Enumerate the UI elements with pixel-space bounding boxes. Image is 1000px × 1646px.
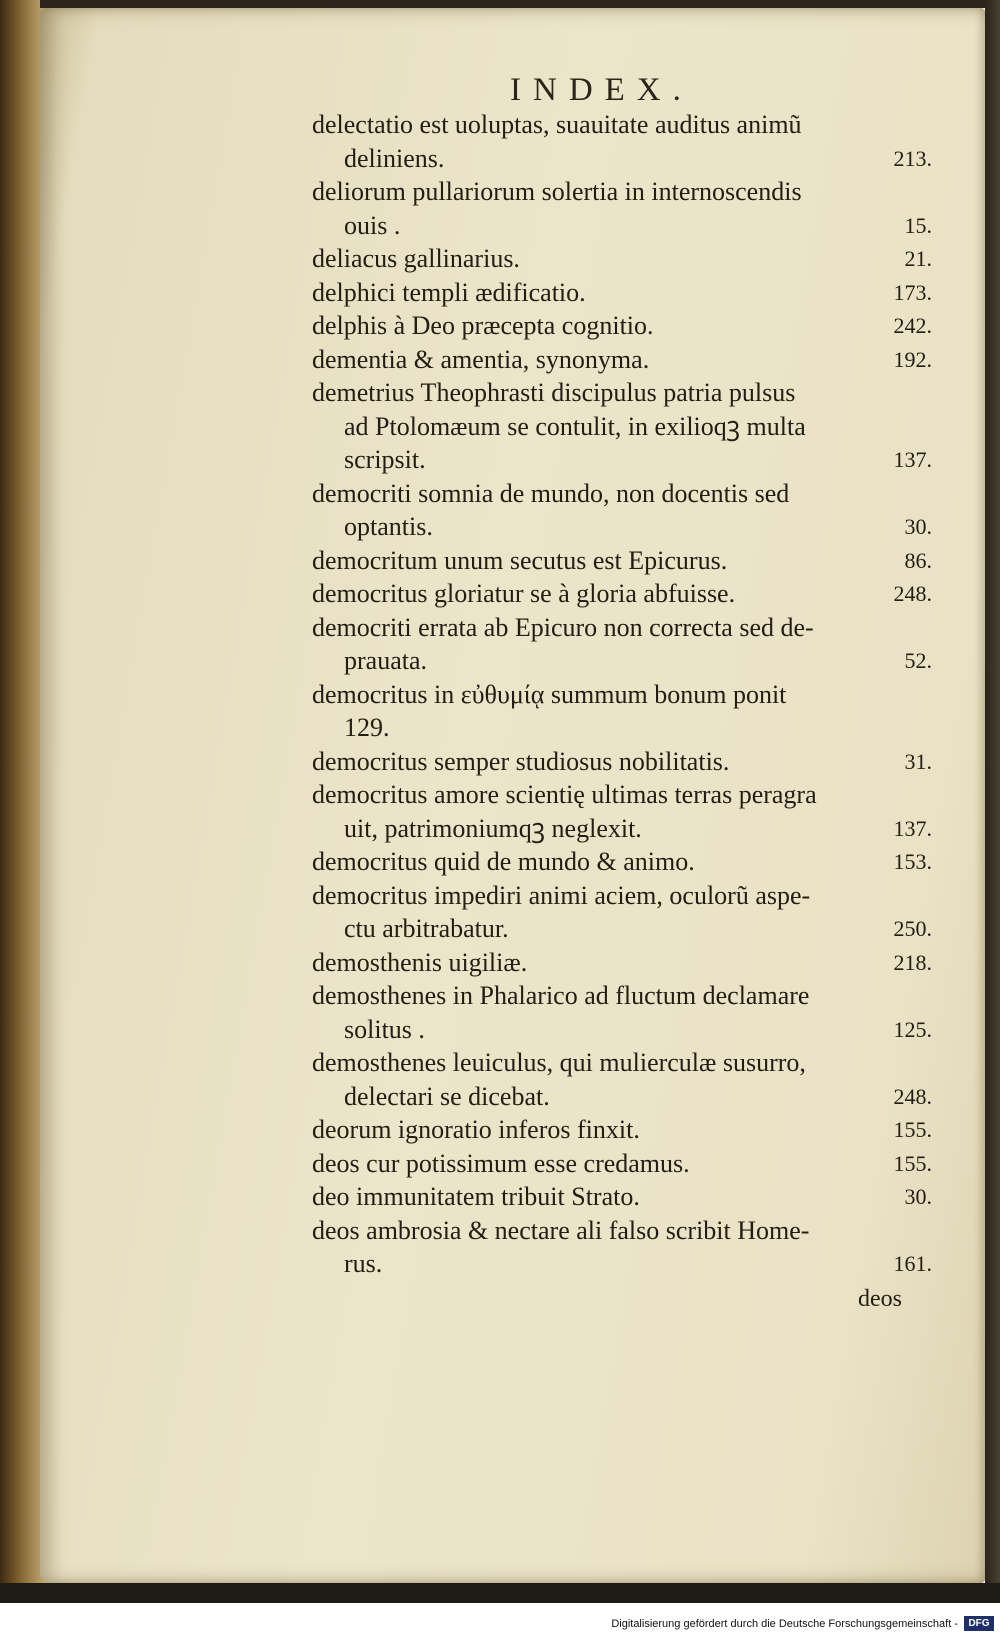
entry-continuation-line: ad Ptolomæum se contulit, in exilioqꝫ multa	[344, 411, 806, 441]
entry-headword-line: deos ambrosia & nectare ali falso scribit Home-	[312, 1215, 810, 1245]
index-entry	[312, 678, 932, 745]
page-reference: 30.	[904, 514, 932, 539]
page-reference: 218.	[893, 949, 932, 975]
right-edge	[985, 0, 1000, 1600]
index-entry	[312, 175, 932, 242]
top-edge	[40, 0, 1000, 8]
index-entry	[312, 376, 932, 477]
entry-headword-line: democritus impediri animi aciem, oculorũ aspe-	[312, 880, 811, 910]
entry-headword-line: deorum ignoratio inferos finxit.	[312, 1115, 640, 1144]
entry-headword-line: deliacus gallinarius.	[312, 244, 520, 273]
entry-headword-line: demosthenis uigiliæ.	[312, 947, 528, 977]
page-reference: 30.	[904, 1184, 932, 1209]
index-entry	[312, 577, 932, 611]
index-entry	[312, 108, 932, 175]
entry-continuation-line: delectari se dicebat.	[344, 1081, 550, 1111]
index-entry	[312, 544, 932, 578]
entry-headword-line: deos cur potissimum esse credamus.	[312, 1148, 690, 1178]
page-reference: 213.	[893, 145, 932, 171]
index-entry	[312, 477, 932, 544]
entry-headword-line: delphici templi ædificatio.	[312, 277, 586, 307]
index-entry	[312, 778, 932, 845]
page-reference: 21.	[904, 246, 932, 271]
page-reference: 192.	[893, 346, 932, 372]
entry-continuation-line: scripsit.	[344, 445, 426, 474]
page-heading: INDEX.	[510, 72, 693, 108]
page-reference: 137.	[893, 815, 932, 841]
page-reference: 125.	[893, 1016, 932, 1042]
entry-headword-line: democriti errata ab Epicuro non correcta sed de-	[312, 612, 814, 642]
page-reference: 153.	[893, 849, 932, 874]
page-reference: 86.	[904, 547, 932, 573]
entry-headword-line: democritus semper studiosus nobilitatis.	[312, 746, 730, 776]
index-entry	[312, 1046, 932, 1113]
catchword: deos	[858, 1286, 902, 1312]
index-entry	[312, 1113, 932, 1147]
page-reference: 31.	[904, 748, 932, 774]
entry-continuation-line: ctu arbitrabatur.	[344, 914, 509, 943]
entry-headword-line: deliorum pullariorum solertia in internoscendis	[312, 177, 802, 206]
entry-headword-line: democritum unum secutus est Epicurus.	[312, 545, 728, 575]
entry-continuation-line: optantis.	[344, 512, 433, 541]
page-reference: 248.	[893, 1083, 932, 1109]
page-reference: 137.	[893, 447, 932, 472]
index-entry	[312, 242, 932, 276]
index-entry	[312, 1147, 932, 1181]
index-entry	[312, 343, 932, 377]
entry-headword-line: democritus quid de mundo & animo.	[312, 847, 695, 876]
page-reference: 173.	[893, 279, 932, 305]
index-entry	[312, 845, 932, 879]
entry-headword-line: demetrius Theophrasti discipulus patria pulsus	[312, 378, 796, 407]
entry-continuation-line: prauata.	[344, 646, 428, 675]
index-entry	[312, 745, 932, 779]
footer-bar	[0, 1603, 1000, 1646]
index-entry	[312, 1180, 932, 1214]
page-reference: 155.	[893, 1117, 932, 1142]
entry-continuation-line: 129.	[344, 713, 390, 742]
entry-headword-line: democritus gloriatur se à gloria abfuisse.	[312, 579, 736, 608]
page-reference: 161.	[893, 1251, 932, 1276]
entry-continuation-line: solitus .	[344, 1014, 425, 1044]
page-reference: 15.	[904, 212, 932, 238]
footer-credit: Digitalisierung gefördert durch die Deutsche Forschungsgemeinschaft -	[611, 1618, 958, 1630]
entry-continuation-line: deliniens.	[344, 143, 445, 173]
index-entry	[312, 1214, 932, 1281]
index-entries	[312, 108, 932, 1281]
page-reference: 52.	[904, 648, 932, 673]
bottom-edge	[0, 1583, 1000, 1603]
entry-headword-line: demosthenes in Phalarico ad fluctum declamare	[312, 981, 810, 1010]
entry-headword-line: deo immunitatem tribuit Strato.	[312, 1182, 640, 1211]
index-entry	[312, 611, 932, 678]
dfg-logo: DFG	[964, 1616, 994, 1631]
entry-headword-line: demosthenes leuiculus, qui mulierculæ susurro,	[312, 1048, 806, 1077]
page-reference: 155.	[893, 1150, 932, 1176]
entry-continuation-line: uit, patrimoniumqꝫ neglexit.	[344, 813, 642, 843]
index-entry	[312, 946, 932, 980]
entry-headword-line: delectatio est uoluptas, suauitate auditus animũ	[312, 110, 802, 139]
page-reference: 250.	[893, 916, 932, 941]
entry-continuation-line: rus.	[344, 1249, 383, 1278]
entry-headword-line: delphis à Deo præcepta cognitio.	[312, 311, 654, 340]
entry-continuation-line: ouis .	[344, 210, 401, 240]
entry-headword-line: democritus in εὐθυμίᾳ summum bonum ponit	[312, 679, 787, 709]
entry-headword-line: dementia & amentia, synonyma.	[312, 344, 650, 374]
index-entry	[312, 309, 932, 343]
index-entry	[312, 276, 932, 310]
index-entry	[312, 979, 932, 1046]
index-entry	[312, 879, 932, 946]
entry-headword-line: democritus amore scientię ultimas terras peragra	[312, 780, 817, 809]
entry-headword-line: democriti somnia de mundo, non docentis sed	[312, 478, 790, 508]
page-reference: 242.	[893, 313, 932, 338]
page-reference: 248.	[893, 581, 932, 606]
